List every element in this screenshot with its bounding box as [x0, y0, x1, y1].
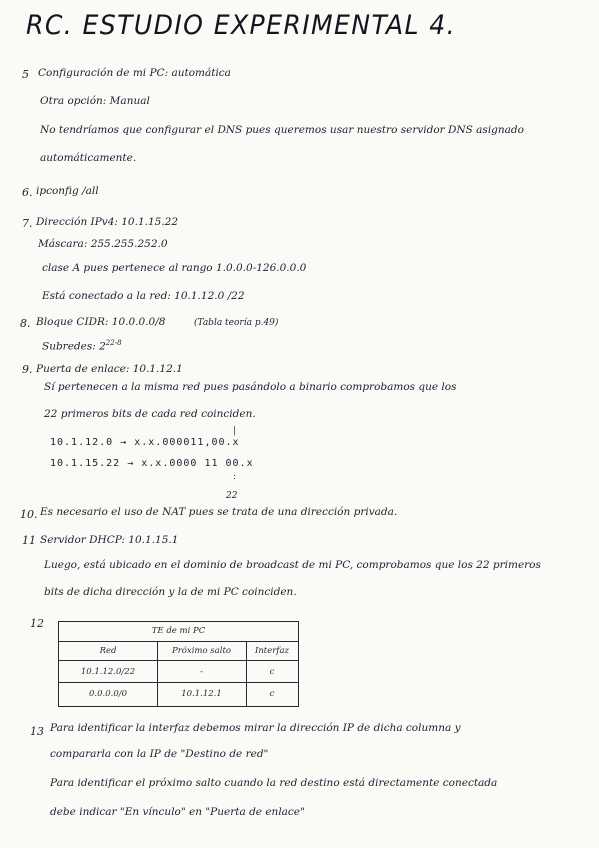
item-13-line-4: debe indicar "En vínculo" en "Puerta de enlace" [50, 806, 305, 818]
item-8-line-1: Bloque CIDR: 10.0.0.0/8 [36, 316, 166, 328]
item-13-line-1: Para identificar la interfaz debemos mirar la dirección IP de dicha columna y [50, 722, 461, 734]
item-number-6: 6. [22, 186, 33, 199]
table-row-2-red: 0.0.0.0/0 [88, 689, 127, 699]
bit-boundary-mark-bottom: : [233, 472, 237, 482]
table-row-1-salto: - [200, 667, 203, 677]
item-number-9: 9. [22, 363, 33, 376]
routing-table-caption: TE de mi PC [151, 626, 206, 636]
item-8-note: (Tabla teoría p.49) [194, 318, 279, 328]
item-5-line-4: automáticamente. [40, 152, 137, 164]
bit-boundary-mark-top: | [233, 426, 237, 436]
table-row-2-salto: 10.1.12.1 [181, 689, 222, 699]
item-7-line-3: clase A pues pertenece al rango 1.0.0.0-126.0.0.0 [42, 262, 307, 274]
header-proximo-salto: Próximo salto [172, 646, 231, 656]
item-7-line-2: Máscara: 255.255.252.0 [38, 238, 168, 250]
item-9-line-1: Puerta de enlace: 10.1.12.1 [36, 363, 183, 375]
item-5-line-3: No tendríamos que configurar el DNS pues queremos usar nuestro servidor DNS asignado [40, 124, 524, 136]
item-5-line-2: Otra opción: Manual [40, 95, 150, 107]
item-number-8: 8. [20, 317, 31, 330]
item-number-11: 11 [22, 534, 36, 547]
item-11-line-1: Servidor DHCP: 10.1.15.1 [40, 534, 179, 546]
page-title: RC. ESTUDIO EXPERIMENTAL 4. [26, 10, 457, 41]
bit-count-22: 22 [226, 491, 238, 501]
item-13-line-3: Para identificar el próximo salto cuando la red destino está directamente conectada [50, 777, 498, 789]
table-row-1-red: 10.1.12.0/22 [80, 667, 136, 677]
item-6-line-1: ipconfig /all [36, 185, 99, 197]
item-7-line-4: Está conectado a la red: 10.1.12.0 /22 [42, 290, 245, 302]
item-11-line-3: bits de dicha dirección y la de mi PC coinciden. [44, 586, 297, 598]
item-7-line-1: Dirección IPv4: 10.1.15.22 [36, 216, 179, 228]
item-number-12: 12 [30, 617, 44, 630]
item-number-7: 7. [22, 217, 33, 230]
table-row-2-interfaz: c [269, 689, 275, 699]
header-red: Red [99, 646, 117, 656]
item-13-line-2: compararla con la IP de "Destino de red" [50, 748, 269, 760]
routing-table [58, 621, 299, 707]
item-11-line-2: Luego, está ubicado en el dominio de broadcast de mi PC, comprobamos que los 22 primeros [44, 559, 541, 571]
table-row-1-interfaz: c [269, 667, 275, 677]
item-9-line-2: Sí pertenecen a la misma red pues pasándolo a binario comprobamos que los [44, 381, 457, 393]
item-8-line-2: Subredes: 2$^{22-8}$ [42, 339, 122, 353]
header-interfaz: Interfaz [254, 646, 290, 656]
item-number-10: 10. [20, 508, 38, 521]
item-5-line-1: Configuración de mi PC: automática [38, 67, 231, 79]
item-10-line-1: Es necesario el uso de NAT pues se trata de una dirección privada. [40, 506, 398, 518]
item-number-13: 13 [30, 725, 44, 738]
binary-row-network: 10.1.12.0 → x.x.000011,00.x [50, 437, 240, 448]
item-8-exponent: 22-8 [105, 339, 122, 347]
item-number-5: 5 [22, 68, 29, 81]
item-9-line-3: 22 primeros bits de cada red coinciden. [44, 408, 256, 420]
binary-row-host: 10.1.15.22 → x.x.0000 11 00.x [50, 458, 254, 469]
